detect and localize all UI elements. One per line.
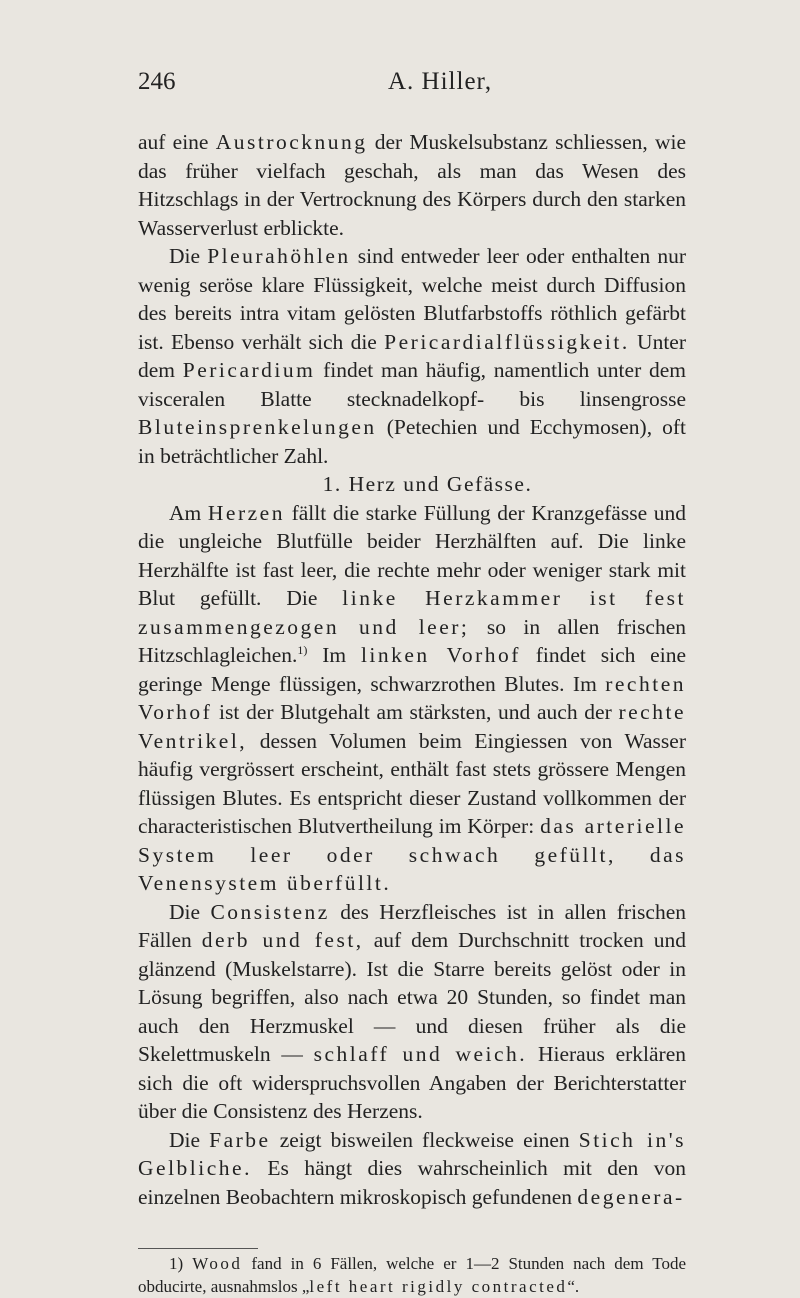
paragraph-3: Am Herzen fällt die starke Füllung der Kranzgefässe und die ungleiche Blutfülle beider Herzhälften auf. Die linke Herzhälfte ist fast leer, die rechte mehr oder weniger stark mit Blut gefüllt. Die linke Herzkammer ist fest zusammengezogen und leer; so in allen frischen Hitzschlagleichen.$^{1)}$ Im linken Vorhof findet sich eine geringe Menge flüssigen, schwarzrothen Blutes. Im rechten Vorhof ist der Blutgehalt am stärksten, und auch der rechte Ventrikel, dessen Volumen beim Eingiessen von Wasser häufig vergrössert erscheint, enthält fast stets grössere Mengen flüssigen Blutes. Es entspricht dieser Zustand vollkommen der characteristischen Blutvertheilung im Körper: das arterielle System leer oder schwach gefüllt, das Venensystem überfüllt. — [138, 500, 687, 895]
emphasis-term: rechten Vorhof — [138, 671, 686, 724]
footnote-reference: 1) — [297, 642, 308, 657]
emphasis-term: Pericardium — [182, 358, 316, 382]
section-heading: 1. Herz und Gefässe. — [322, 472, 533, 496]
emphasis-term: Austrocknung — [215, 130, 368, 154]
emphasis-term: Wood — [192, 1254, 243, 1273]
paragraph-1: auf eine Austrocknung der Muskelsubstanz schliessen, wie das früher vielfach geschah, als man das Wesen des Hitzschlags in der Vertrocknung des Körpers durch den starken Wasserverlust erblickte. — [138, 130, 686, 240]
page-header — [138, 68, 686, 108]
emphasis-term: Stich in's Gelbliche. — [138, 1127, 686, 1180]
emphasis-term: Pleurahöhlen — [207, 244, 351, 268]
emphasis-term: Bluteinsprenkelungen — [138, 415, 377, 439]
footnote-divider — [138, 1248, 258, 1249]
emphasis-term: left heart rigidly contracted — [309, 1277, 568, 1296]
running-title: A. Hiller, — [388, 68, 493, 95]
emphasis-term: Consistenz — [210, 899, 330, 924]
emphasis-term: Pericardialflüssigkeit. — [384, 329, 630, 354]
emphasis-term: schlaff und weich. — [313, 1042, 528, 1066]
paragraph-4: Die Consistenz des Herzfleisches ist in allen frischen Fällen derb und fest, auf dem Durchschnitt trocken und glänzend (Muskelstarre). Ist die Starre bereits gelöst oder in Lösung begriffen, also nach etwa 20 Stunden, so findet man auch den Herzmuskel — und diesen früher als die Skelettmuskeln — schlaff und weich. Hieraus erklären sich die oft widerspruchsvollen Angaben der Berichterstatter über die Consistenz des Herzens. — [138, 899, 687, 1123]
emphasis-term: Farbe — [209, 1127, 271, 1152]
emphasis-term: das arterielle System leer oder schwach gefüllt, das Venensystem überfüllt. — [138, 814, 686, 895]
paragraph-5: Die Farbe zeigt bisweilen fleckweise einen Stich in's Gelbliche. Es hängt dies wahrscheinlich mit den von einzelnen Beobachtern mikroskopisch gefundenen degenera- — [138, 1127, 686, 1209]
emphasis-term: degenera- — [577, 1184, 685, 1209]
emphasis-term: Herzen — [207, 500, 285, 525]
footnote-text: 1) Wood fand in 6 Fällen, welche er 1—2 Stunden nach dem Tode obducirte, ausnahmslos „left heart rigidly contracted“. — [138, 1254, 686, 1296]
footnote-marker: 1) — [169, 1254, 184, 1273]
emphasis-term: linken Vorhof — [360, 643, 521, 667]
emphasis-term: linke Herzkammer ist fest zusammengezogen und leer; — [138, 586, 687, 639]
footnote — [138, 1252, 686, 1298]
emphasis-term: rechte Ventrikel, — [138, 700, 686, 753]
paragraph-2: Die Pleurahöhlen sind entweder leer oder enthalten nur wenig seröse klare Flüssigkeit, welche meist durch Diffusion des bereits intra vitam gelösten Blutfarbstoffs röthlich gefärbt ist. Ebenso verhält sich die Pericardialflüssigkeit. Unter dem Pericardium findet man häufig, namentlich unter dem visceralen Blatte stecknadelkopf- bis linsengrosse Bluteinsprenkelungen (Petechien und Ecchymosen), oft in beträchtlicher Zahl. — [138, 244, 687, 468]
body-text — [138, 128, 686, 1211]
page-number: 246 — [138, 68, 176, 95]
emphasis-term: derb und fest, — [201, 928, 364, 952]
